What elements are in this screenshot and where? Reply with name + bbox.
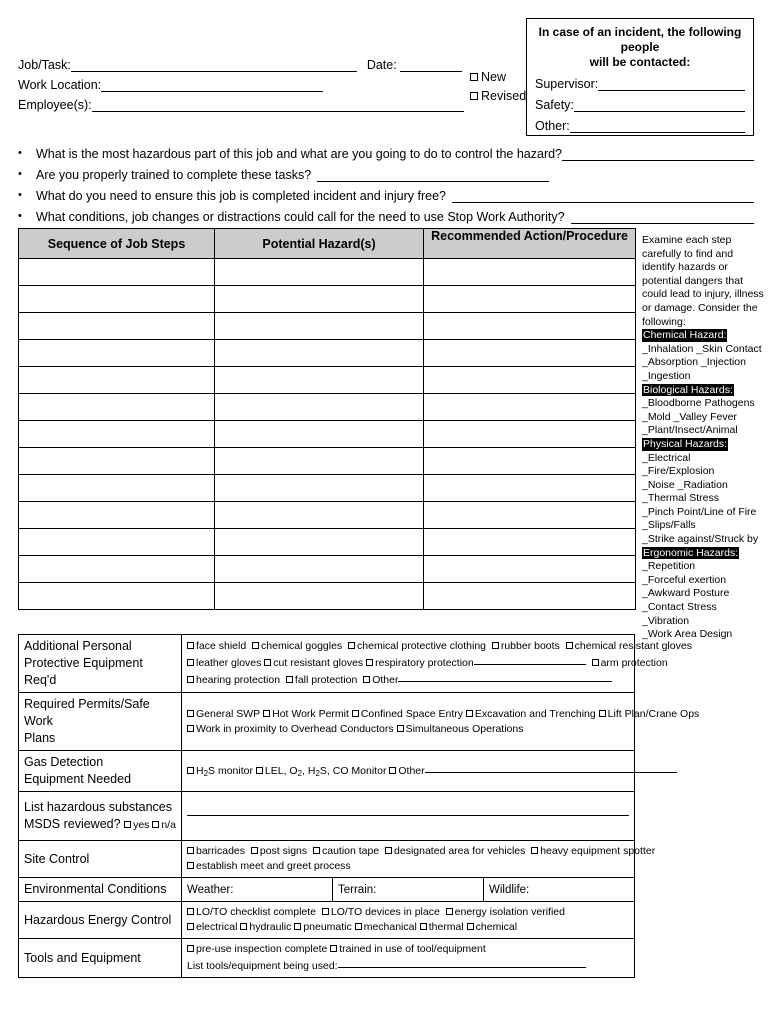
table-row <box>19 421 636 448</box>
terrain-cell[interactable] <box>333 878 484 902</box>
cell-sequence[interactable] <box>19 367 215 394</box>
revised-checkbox[interactable] <box>470 92 478 100</box>
bullet-icon: • <box>18 147 22 159</box>
checkbox-label: pneumatic <box>303 921 355 933</box>
table-row <box>19 583 636 610</box>
revised-label: Revised <box>481 89 527 103</box>
row-ppe <box>19 635 635 693</box>
checkbox-label: General SWP <box>196 707 264 720</box>
checkbox-icon[interactable] <box>352 710 359 717</box>
checkbox-icon[interactable] <box>187 945 194 952</box>
header-fields <box>18 52 478 112</box>
work-location-label: Work Location: <box>18 78 102 92</box>
hazard-item: _Forceful exertion <box>642 573 727 586</box>
permits-label-cell <box>19 693 182 751</box>
hazard-item: _Inhalation _Skin Contact <box>642 342 762 355</box>
table-row <box>19 502 636 529</box>
tools-list-label: List tools/equipment being used: <box>187 960 338 972</box>
table-row <box>19 448 636 475</box>
bullet-icon: • <box>18 168 22 180</box>
cell-sequence[interactable] <box>19 475 215 502</box>
cell-sequence[interactable] <box>19 583 215 610</box>
hazard-intro-text: Examine each step carefully to find and identify hazards or potential dangers that could lead to injury, illness or damage. Consider the following: <box>642 234 764 328</box>
job-steps-table <box>18 228 636 610</box>
checkbox-label: arm protection <box>600 657 668 669</box>
incident-title-line1: In case of an incident, the following people <box>538 25 742 54</box>
other-contact-input[interactable] <box>570 119 745 133</box>
hazard-item: _Thermal Stress <box>642 492 720 505</box>
new-revised-group <box>470 68 526 106</box>
work-location-input[interactable] <box>101 78 323 92</box>
checkbox-label: LO/TO checklist complete <box>196 906 322 918</box>
other-contact-row <box>535 114 745 133</box>
cell-action[interactable] <box>424 367 636 394</box>
gas-label-line2: Equipment Needed <box>24 772 132 786</box>
msds-entry-line-1[interactable] <box>187 795 629 816</box>
safety-input[interactable] <box>574 98 745 112</box>
cell-action[interactable] <box>424 583 636 610</box>
msds-label-line2 <box>24 816 176 834</box>
table-header-row <box>19 229 636 259</box>
table-row <box>19 367 636 394</box>
question-text: What do you need to ensure this job is completed incident and injury free? <box>36 189 446 203</box>
checkbox-icon[interactable] <box>322 908 329 915</box>
ppe-label-line1: Additional Personal <box>24 639 132 653</box>
cell-sequence[interactable] <box>19 259 215 286</box>
checkbox-icon[interactable] <box>187 847 194 854</box>
checkbox-label: electrical <box>196 921 241 933</box>
table-row <box>19 313 636 340</box>
checkbox-label: fall protection <box>294 674 364 686</box>
cell-action[interactable] <box>424 448 636 475</box>
msds-entry-line-2[interactable] <box>187 816 629 837</box>
hazard-groups <box>642 329 766 642</box>
checkbox-icon[interactable] <box>313 847 320 854</box>
cell-hazard[interactable] <box>215 421 424 448</box>
hazard-item: _Electrical <box>642 451 691 464</box>
hazard-heading-text: Chemical Hazard: <box>643 329 727 342</box>
checkbox-label: post signs <box>259 845 313 857</box>
checkbox-label: Hot Work Permit <box>272 707 352 720</box>
cell-action[interactable] <box>424 421 636 448</box>
question-text: What conditions, job changes or distractions could call for the need to use Stop Work Authority? <box>36 210 565 224</box>
safety-label: Safety: <box>535 98 574 112</box>
cell-sequence[interactable] <box>19 556 215 583</box>
checkbox-icon[interactable] <box>187 659 194 666</box>
row-tools <box>19 939 635 978</box>
gas-other-input[interactable] <box>425 762 677 773</box>
site-control-line1[interactable] <box>187 844 656 859</box>
checkbox-icon[interactable] <box>366 659 373 666</box>
checkbox-icon[interactable] <box>252 642 259 649</box>
checkbox-icon[interactable] <box>294 923 301 930</box>
question-row <box>18 203 754 224</box>
row-energy-control <box>19 902 635 939</box>
cell-action[interactable] <box>424 502 636 529</box>
date-label: Date: <box>366 58 397 72</box>
hazard-item: _Absorption _Injection <box>642 356 746 369</box>
checkbox-icon[interactable] <box>187 642 194 649</box>
cell-action[interactable] <box>424 529 636 556</box>
checkbox-label: Confined Space Entry <box>360 707 466 720</box>
table-row <box>19 259 636 286</box>
msds-label-cell <box>19 792 182 841</box>
checkbox-icon[interactable] <box>187 710 194 717</box>
gas-label-line1: Gas Detection <box>24 755 104 769</box>
checkbox-icon[interactable] <box>492 642 499 649</box>
checkbox-icon[interactable] <box>251 847 258 854</box>
checkbox-icon[interactable] <box>286 676 293 683</box>
checkbox-icon[interactable] <box>389 767 396 774</box>
revised-checkbox-row[interactable] <box>470 87 526 106</box>
hazard-item: _Repetition <box>642 560 696 573</box>
checklist-table <box>18 634 700 978</box>
checkbox-icon[interactable] <box>187 862 194 869</box>
col-header-sequence: Sequence of Job Steps <box>19 229 215 259</box>
gas-label-cell <box>19 751 182 792</box>
site-control-options-cell <box>182 841 656 878</box>
permits-options-line2[interactable] <box>187 722 629 737</box>
site-control-label-cell: Site Control <box>19 841 182 878</box>
cell-action[interactable] <box>424 340 636 367</box>
tools-label-cell: Tools and Equipment <box>19 939 182 978</box>
incident-contact-box <box>526 18 754 136</box>
hazard-item: _Fire/Explosion <box>642 465 715 478</box>
checkbox-label: chemical <box>475 921 518 933</box>
tools-line1[interactable] <box>187 942 629 957</box>
msds-na-label: n/a <box>161 818 176 831</box>
checkbox-icon[interactable] <box>240 923 247 930</box>
cell-hazard[interactable] <box>215 340 424 367</box>
cell-sequence[interactable] <box>19 340 215 367</box>
cell-sequence[interactable] <box>19 448 215 475</box>
ppe-label-cell <box>19 635 182 693</box>
hazard-reference-sidebar <box>642 234 766 642</box>
checkbox-icon[interactable] <box>187 923 194 930</box>
checkbox-icon[interactable] <box>264 659 271 666</box>
checkbox-icon[interactable] <box>592 659 599 666</box>
checkbox-label: Excavation and Trenching <box>474 707 599 720</box>
ppe-options-line3[interactable] <box>187 671 629 688</box>
question-answer-input[interactable] <box>317 168 549 182</box>
checkbox-label: trained in use of tool/equipment <box>339 943 486 955</box>
table-row <box>19 286 636 313</box>
checkbox-icon[interactable] <box>446 908 453 915</box>
checkbox-icon[interactable] <box>363 676 370 683</box>
hazard-group-heading <box>642 384 766 398</box>
checkbox-label: caution tape <box>321 845 386 857</box>
cell-action[interactable] <box>424 286 636 313</box>
respiratory-protection-input[interactable] <box>474 654 586 665</box>
terrain-label: Terrain: <box>338 883 377 896</box>
cell-sequence[interactable] <box>19 421 215 448</box>
msds-label-line1: List hazardous substances <box>24 799 173 814</box>
checkbox-icon[interactable] <box>355 923 362 930</box>
checkbox-icon[interactable] <box>466 710 473 717</box>
employees-label: Employee(s): <box>18 98 92 112</box>
checkbox-label: Simultaneous Operations <box>405 722 524 735</box>
gas-options-cell <box>182 751 635 792</box>
row-gas-detection <box>19 751 635 792</box>
safety-row <box>535 93 745 112</box>
tools-list-input[interactable] <box>338 957 586 968</box>
hazard-group-heading <box>642 438 766 452</box>
question-text: What is the most hazardous part of this job and what are you going to do to control the hazard? <box>36 147 563 161</box>
job-task-row <box>18 52 478 72</box>
supervisor-input[interactable] <box>598 77 745 91</box>
question-row <box>18 161 754 182</box>
checkbox-icon[interactable] <box>187 767 194 774</box>
msds-yes-label: yes <box>133 818 150 831</box>
weather-label: Weather: <box>187 883 234 896</box>
checkbox-label: face shield <box>196 640 253 652</box>
msds-na-checkbox[interactable] <box>152 821 159 828</box>
tools-line2 <box>187 957 629 974</box>
cell-hazard[interactable] <box>215 475 424 502</box>
environmental-label-cell: Environmental Conditions <box>19 878 182 902</box>
cell-sequence[interactable] <box>19 502 215 529</box>
checkbox-icon[interactable] <box>330 945 337 952</box>
site-control-line2[interactable] <box>187 859 629 874</box>
cell-action[interactable] <box>424 394 636 421</box>
checkbox-label: establish meet and greet process <box>196 860 351 872</box>
checkbox-label: mechanical <box>363 921 420 933</box>
msds-question-label: MSDS reviewed? <box>24 816 121 831</box>
cell-hazard[interactable] <box>215 394 424 421</box>
hazard-heading-text: Biological Hazards: <box>643 383 733 396</box>
question-answer-input[interactable] <box>571 210 754 224</box>
row-permits <box>19 693 635 751</box>
questions-list <box>18 140 754 224</box>
question-answer-input[interactable] <box>452 189 754 203</box>
row-msds <box>19 792 635 841</box>
job-steps-table-head <box>19 229 636 259</box>
hazard-heading-text: Ergonomic Hazards: <box>643 546 739 559</box>
incident-title-line2: will be contacted: <box>589 55 691 69</box>
table-row <box>19 340 636 367</box>
cell-hazard[interactable] <box>215 286 424 313</box>
checkbox-label: cut resistant gloves <box>273 657 367 669</box>
hazard-item: _Noise _Radiation <box>642 478 728 491</box>
cell-action[interactable] <box>424 313 636 340</box>
cell-sequence[interactable] <box>19 286 215 313</box>
checkbox-icon[interactable] <box>348 642 355 649</box>
col-header-recommended: Recommended Action/Procedure <box>424 229 636 259</box>
checkbox-label: hydraulic <box>249 921 295 933</box>
permits-label-line2: Plans <box>24 731 56 745</box>
question-row <box>18 182 754 203</box>
row-environmental <box>19 878 635 902</box>
supervisor-row <box>535 72 745 91</box>
col-header-hazards: Potential Hazard(s) <box>215 229 424 259</box>
hazard-item: _Contact Stress <box>642 601 717 614</box>
checkbox-icon[interactable] <box>566 642 573 649</box>
checkbox-icon[interactable] <box>467 923 474 930</box>
job-task-label: Job/Task: <box>18 58 71 72</box>
tools-options-cell <box>182 939 635 978</box>
energy-line1[interactable] <box>187 905 629 920</box>
cell-hazard[interactable] <box>215 556 424 583</box>
hazard-item: _Mold _Valley Fever <box>642 410 737 423</box>
table-row <box>19 556 636 583</box>
cell-sequence[interactable] <box>19 529 215 556</box>
checkbox-icon[interactable] <box>187 725 194 732</box>
ppe-options-line2[interactable] <box>187 654 668 671</box>
hazard-heading-text: Physical Hazards: <box>643 437 728 450</box>
cell-sequence[interactable] <box>19 313 215 340</box>
checkbox-label: chemical goggles <box>261 640 349 652</box>
employees-input[interactable] <box>92 98 464 112</box>
checkbox-label: Other <box>372 674 399 686</box>
hazard-item: _Strike against/Struck by <box>642 533 759 546</box>
checkbox-icon[interactable] <box>531 847 538 854</box>
ppe-other-input[interactable] <box>398 671 612 682</box>
cell-hazard[interactable] <box>215 313 424 340</box>
hazard-item: _Work Area Design <box>642 628 733 641</box>
ppe-options-line1[interactable] <box>187 639 692 654</box>
checkbox-icon[interactable] <box>256 767 263 774</box>
energy-line2[interactable] <box>187 920 629 935</box>
new-checkbox-row[interactable] <box>470 68 526 87</box>
hazard-group-heading <box>642 329 766 343</box>
msds-entry-cell <box>182 792 635 841</box>
checkbox-icon[interactable] <box>187 908 194 915</box>
cell-action[interactable] <box>424 259 636 286</box>
employees-row <box>18 92 478 112</box>
checkbox-label: leather gloves <box>196 657 265 669</box>
cell-hazard[interactable] <box>215 502 424 529</box>
other-contact-label: Other: <box>535 119 570 133</box>
new-checkbox[interactable] <box>470 73 478 81</box>
job-task-input[interactable] <box>71 58 357 72</box>
supervisor-label: Supervisor: <box>535 77 599 91</box>
weather-cell[interactable] <box>182 878 333 902</box>
checkbox-icon[interactable] <box>599 710 606 717</box>
wildlife-cell[interactable] <box>484 878 635 902</box>
ppe-label-line2: Protective Equipment Req'd <box>24 656 143 687</box>
checkbox-icon[interactable] <box>263 710 270 717</box>
checkbox-label: chemical resistant gloves <box>574 640 692 652</box>
job-steps-table-body <box>19 259 636 610</box>
permits-options-cell <box>182 693 700 751</box>
new-label: New <box>481 70 507 84</box>
hazard-item: _Ingestion <box>642 369 691 382</box>
checkbox-label: heavy equipment spotter <box>540 845 656 857</box>
row-site-control <box>19 841 635 878</box>
hazard-item: _Vibration <box>642 614 690 627</box>
cell-hazard[interactable] <box>215 448 424 475</box>
cell-action[interactable] <box>424 556 636 583</box>
cell-hazard[interactable] <box>215 583 424 610</box>
gas-other-label: Other <box>398 764 425 777</box>
checkbox-icon[interactable] <box>420 923 427 930</box>
table-row <box>19 529 636 556</box>
cell-hazard[interactable] <box>215 259 424 286</box>
hazard-item: _Awkward Posture <box>642 587 730 600</box>
question-answer-input[interactable] <box>562 147 754 161</box>
checkbox-icon[interactable] <box>385 847 392 854</box>
cell-hazard[interactable] <box>215 367 424 394</box>
cell-sequence[interactable] <box>19 394 215 421</box>
hazard-item: _Plant/Insect/Animal <box>642 424 738 437</box>
checkbox-icon[interactable] <box>187 676 194 683</box>
checkbox-label: energy isolation verified <box>454 906 565 918</box>
energy-label-cell: Hazardous Energy Control <box>19 902 182 939</box>
checkbox-icon[interactable] <box>397 725 404 732</box>
table-row <box>19 475 636 502</box>
work-location-row <box>18 72 478 92</box>
checkbox-label: LO/TO devices in place <box>330 906 446 918</box>
table-row <box>19 394 636 421</box>
permits-options-line1[interactable] <box>187 707 700 722</box>
question-row <box>18 140 754 161</box>
msds-yes-checkbox[interactable] <box>124 821 131 828</box>
bullet-icon: • <box>18 189 22 201</box>
checkbox-label: pre-use inspection complete <box>196 943 331 955</box>
checkbox-label: thermal <box>428 921 467 933</box>
checkbox-label: designated area for vehicles <box>394 845 532 857</box>
checkbox-label: Lift Plan/Crane Ops <box>607 707 700 720</box>
hazard-item: _Pinch Point/Line of Fire <box>642 505 757 518</box>
hazard-item: _Slips/Falls <box>642 519 696 532</box>
gas-options-line[interactable]: $H_2S$ monitor LEL, $O_2$, $H_2S$, CO Monitor Other <box>187 762 629 781</box>
checkbox-label: chemical protective clothing <box>357 640 492 652</box>
checkbox-label: rubber boots <box>500 640 566 652</box>
permits-label-line1: Required Permits/Safe Work <box>24 697 150 728</box>
cell-hazard[interactable] <box>215 529 424 556</box>
question-text: Are you properly trained to complete these tasks? <box>36 168 312 182</box>
checkbox-label: barricades <box>196 845 251 857</box>
checkbox-label: hearing protection <box>196 674 286 686</box>
cell-action[interactable] <box>424 475 636 502</box>
energy-options-cell <box>182 902 635 939</box>
bullet-icon: • <box>18 210 22 222</box>
wildlife-label: Wildlife: <box>489 883 530 896</box>
hazard-item: _Bloodborne Pathogens <box>642 397 755 410</box>
hazard-group-heading <box>642 547 766 561</box>
date-input[interactable] <box>400 58 462 72</box>
checkbox-label: Work in proximity to Overhead Conductors <box>196 722 397 735</box>
checkbox-label: respiratory protection <box>375 657 474 669</box>
ppe-options-cell <box>182 635 692 693</box>
